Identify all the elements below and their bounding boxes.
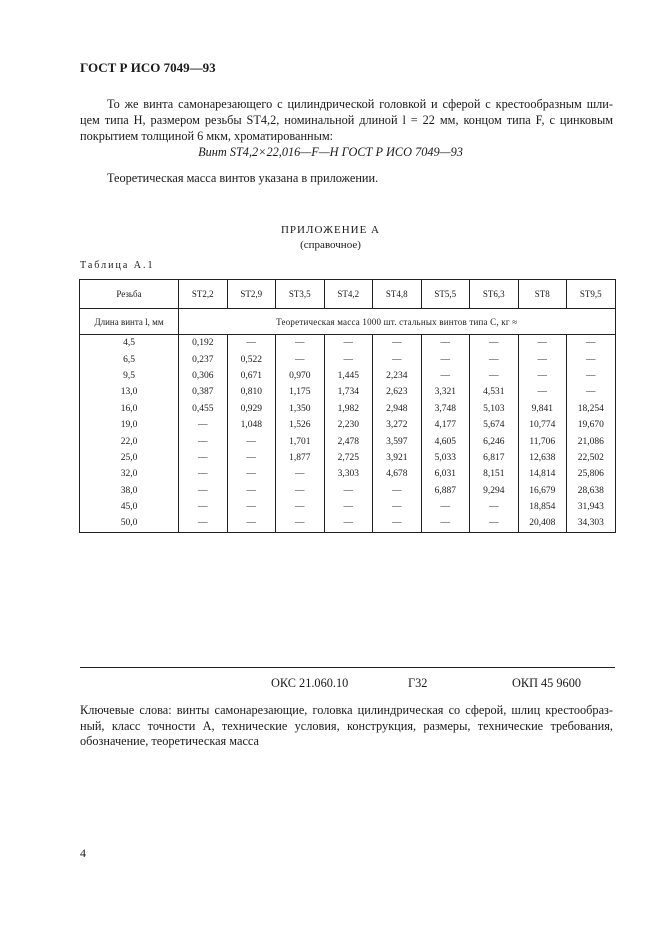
mass-cell: — <box>179 515 228 532</box>
mass-cell: 1,048 <box>227 417 276 433</box>
mass-cell: 31,943 <box>567 499 616 515</box>
table-row <box>80 433 616 449</box>
mass-cell: 18,854 <box>518 499 567 515</box>
mass-cell: — <box>227 483 276 499</box>
thread-size-header: ST6,3 <box>470 280 519 309</box>
mass-cell: — <box>324 483 373 499</box>
mass-cell: — <box>470 335 519 352</box>
mass-cell: — <box>421 515 470 532</box>
mass-cell: — <box>276 483 325 499</box>
mass-cell: — <box>227 515 276 532</box>
table-row <box>80 335 616 352</box>
mass-cell: 4,531 <box>470 384 519 400</box>
thread-size-header: ST4,8 <box>373 280 422 309</box>
intro-line-2: цем типа Н, размером резьбы ST4,2, номинальной длиной l = 22 мм, концом типа F, с цинковым <box>80 113 613 127</box>
mass-cell: — <box>567 384 616 400</box>
footer-divider <box>80 667 615 668</box>
length-cell: 50,0 <box>80 515 179 532</box>
mass-cell: 6,031 <box>421 466 470 482</box>
mass-cell: 4,678 <box>373 466 422 482</box>
mass-cell: — <box>518 384 567 400</box>
mass-cell: 0,237 <box>179 351 228 367</box>
keywords-line-2: ный, класс точности А, технические условия, конструкция, размеры, технические требования, <box>80 718 613 733</box>
mass-cell: 3,272 <box>373 417 422 433</box>
mass-cell: — <box>373 351 422 367</box>
thread-size-header: ST2,9 <box>227 280 276 309</box>
mass-cell: — <box>470 515 519 532</box>
thread-size-header: ST5,5 <box>421 280 470 309</box>
mass-cell: — <box>227 450 276 466</box>
mass-cell: 1,526 <box>276 417 325 433</box>
length-cell: 19,0 <box>80 417 179 433</box>
mass-cell: — <box>518 335 567 352</box>
thread-label: Резьба <box>80 280 179 309</box>
length-cell: 38,0 <box>80 483 179 499</box>
keywords-line-3: обозначение, теоретическая масса <box>80 734 259 748</box>
intro-line-3: покрытием толщиной 6 мкм, хроматированным: <box>80 129 334 143</box>
mass-cell: 4,605 <box>421 433 470 449</box>
mass-cell: 4,177 <box>421 417 470 433</box>
mass-cell: — <box>276 335 325 352</box>
mass-cell: — <box>227 466 276 482</box>
mass-cell: — <box>518 351 567 367</box>
length-cell: 6,5 <box>80 351 179 367</box>
mass-cell: — <box>227 499 276 515</box>
table-row <box>80 515 616 532</box>
mass-cell: — <box>470 368 519 384</box>
intro-line-1: То же винта самонарезающего с цилиндрической головкой и сферой с крестообразным шли- <box>107 97 613 111</box>
mass-cell: — <box>567 351 616 367</box>
mass-cell: — <box>470 351 519 367</box>
keywords-paragraph <box>80 703 613 750</box>
length-cell: 13,0 <box>80 384 179 400</box>
mass-cell: — <box>567 368 616 384</box>
mass-cell: — <box>421 335 470 352</box>
thread-size-header: ST9,5 <box>567 280 616 309</box>
mass-cell: — <box>276 499 325 515</box>
mass-cell: 0,192 <box>179 335 228 352</box>
length-label: Длина винта l, мм <box>80 309 179 335</box>
mass-cell: 18,254 <box>567 401 616 417</box>
mass-cell: 1,350 <box>276 401 325 417</box>
mass-cell: — <box>324 351 373 367</box>
mass-cell: 9,294 <box>470 483 519 499</box>
length-cell: 4,5 <box>80 335 179 352</box>
length-cell: 25,0 <box>80 450 179 466</box>
mass-table <box>79 279 616 533</box>
mass-cell: 3,321 <box>421 384 470 400</box>
mass-cell: — <box>518 368 567 384</box>
mass-cell: 0,522 <box>227 351 276 367</box>
thread-size-header: ST2,2 <box>179 280 228 309</box>
mass-cell: 28,638 <box>567 483 616 499</box>
document-header: ГОСТ Р ИСО 7049—93 <box>80 60 216 75</box>
mass-cell: 0,455 <box>179 401 228 417</box>
mass-cell: 6,246 <box>470 433 519 449</box>
mass-cell: 22,502 <box>567 450 616 466</box>
mass-cell: — <box>421 351 470 367</box>
mass-cell: 11,706 <box>518 433 567 449</box>
mass-cell: 1,701 <box>276 433 325 449</box>
mass-cell: 10,774 <box>518 417 567 433</box>
mass-cell: 21,086 <box>567 433 616 449</box>
table-row <box>80 499 616 515</box>
mass-cell: 0,671 <box>227 368 276 384</box>
mass-cell: 2,234 <box>373 368 422 384</box>
okc-code: ОКС 21.060.10 <box>271 676 349 690</box>
mass-cell: 16,679 <box>518 483 567 499</box>
mass-label: Теоретическая масса 1000 шт. стальных винтов типа С, кг ≈ <box>179 309 616 335</box>
mass-cell: — <box>421 368 470 384</box>
thread-header-row <box>80 280 616 309</box>
mass-cell: — <box>324 499 373 515</box>
mass-cell: — <box>179 499 228 515</box>
mass-cell: — <box>373 335 422 352</box>
mass-cell: — <box>421 499 470 515</box>
mass-cell: 9,841 <box>518 401 567 417</box>
mass-cell: 0,306 <box>179 368 228 384</box>
mass-cell: 14,814 <box>518 466 567 482</box>
length-cell: 45,0 <box>80 499 179 515</box>
mass-cell: 8,151 <box>470 466 519 482</box>
length-header-row <box>80 309 616 335</box>
mass-cell: 6,817 <box>470 450 519 466</box>
mass-cell: 1,982 <box>324 401 373 417</box>
mass-cell: 0,929 <box>227 401 276 417</box>
mass-cell: 3,921 <box>373 450 422 466</box>
screw-designation: Винт ST4,2×22,016—F—Н ГОСТ Р ИСО 7049—93 <box>198 145 463 159</box>
mass-cell: — <box>373 499 422 515</box>
mass-cell: 0,970 <box>276 368 325 384</box>
mass-cell: 19,670 <box>567 417 616 433</box>
g-code: Г32 <box>408 676 428 690</box>
mass-note: Теоретическая масса винтов указана в приложении. <box>107 171 379 185</box>
table-row <box>80 351 616 367</box>
mass-cell: 5,103 <box>470 401 519 417</box>
mass-cell: 3,597 <box>373 433 422 449</box>
thread-size-header: ST8 <box>518 280 567 309</box>
table-row <box>80 368 616 384</box>
mass-cell: 0,810 <box>227 384 276 400</box>
table-caption: Таблица А.1 <box>80 260 155 271</box>
mass-cell: — <box>227 335 276 352</box>
mass-cell: 20,408 <box>518 515 567 532</box>
mass-cell: — <box>276 466 325 482</box>
mass-cell: — <box>179 466 228 482</box>
mass-cell: 1,734 <box>324 384 373 400</box>
mass-cell: 6,887 <box>421 483 470 499</box>
mass-cell: 2,478 <box>324 433 373 449</box>
mass-cell: — <box>373 483 422 499</box>
length-cell: 9,5 <box>80 368 179 384</box>
table-row <box>80 450 616 466</box>
mass-cell: 12,638 <box>518 450 567 466</box>
keywords-line-1: Ключевые слова: винты самонарезающие, головка цилиндрическая со сферой, шлиц крестообраз- <box>80 703 613 717</box>
mass-cell: 2,623 <box>373 384 422 400</box>
table-row <box>80 466 616 482</box>
mass-cell: — <box>179 433 228 449</box>
appendix-subtitle: (справочное) <box>300 239 361 251</box>
mass-cell: 5,674 <box>470 417 519 433</box>
mass-cell: 1,877 <box>276 450 325 466</box>
mass-cell: — <box>179 417 228 433</box>
mass-cell: 2,230 <box>324 417 373 433</box>
mass-cell: — <box>276 351 325 367</box>
mass-cell: 1,175 <box>276 384 325 400</box>
thread-size-header: ST3,5 <box>276 280 325 309</box>
table-row <box>80 384 616 400</box>
mass-cell: — <box>179 450 228 466</box>
mass-cell: — <box>567 335 616 352</box>
mass-cell: 5,033 <box>421 450 470 466</box>
mass-cell: — <box>324 335 373 352</box>
length-cell: 32,0 <box>80 466 179 482</box>
mass-cell: — <box>324 515 373 532</box>
mass-cell: 0,387 <box>179 384 228 400</box>
mass-cell: 25,806 <box>567 466 616 482</box>
length-cell: 16,0 <box>80 401 179 417</box>
mass-cell: 3,303 <box>324 466 373 482</box>
okp-code: ОКП 45 9600 <box>512 676 582 690</box>
mass-cell: — <box>276 515 325 532</box>
mass-cell: 2,948 <box>373 401 422 417</box>
page-number: 4 <box>80 846 86 860</box>
table-row <box>80 483 616 499</box>
mass-cell: 1,445 <box>324 368 373 384</box>
mass-cell: — <box>227 433 276 449</box>
mass-cell: 2,725 <box>324 450 373 466</box>
mass-cell: 34,303 <box>567 515 616 532</box>
mass-cell: — <box>373 515 422 532</box>
length-cell: 22,0 <box>80 433 179 449</box>
intro-paragraph <box>80 96 613 144</box>
table-row <box>80 417 616 433</box>
thread-size-header: ST4,2 <box>324 280 373 309</box>
mass-cell: — <box>470 499 519 515</box>
appendix-title: ПРИЛОЖЕНИЕ А <box>280 224 380 236</box>
mass-cell: 3,748 <box>421 401 470 417</box>
mass-cell: — <box>179 483 228 499</box>
table-row <box>80 401 616 417</box>
